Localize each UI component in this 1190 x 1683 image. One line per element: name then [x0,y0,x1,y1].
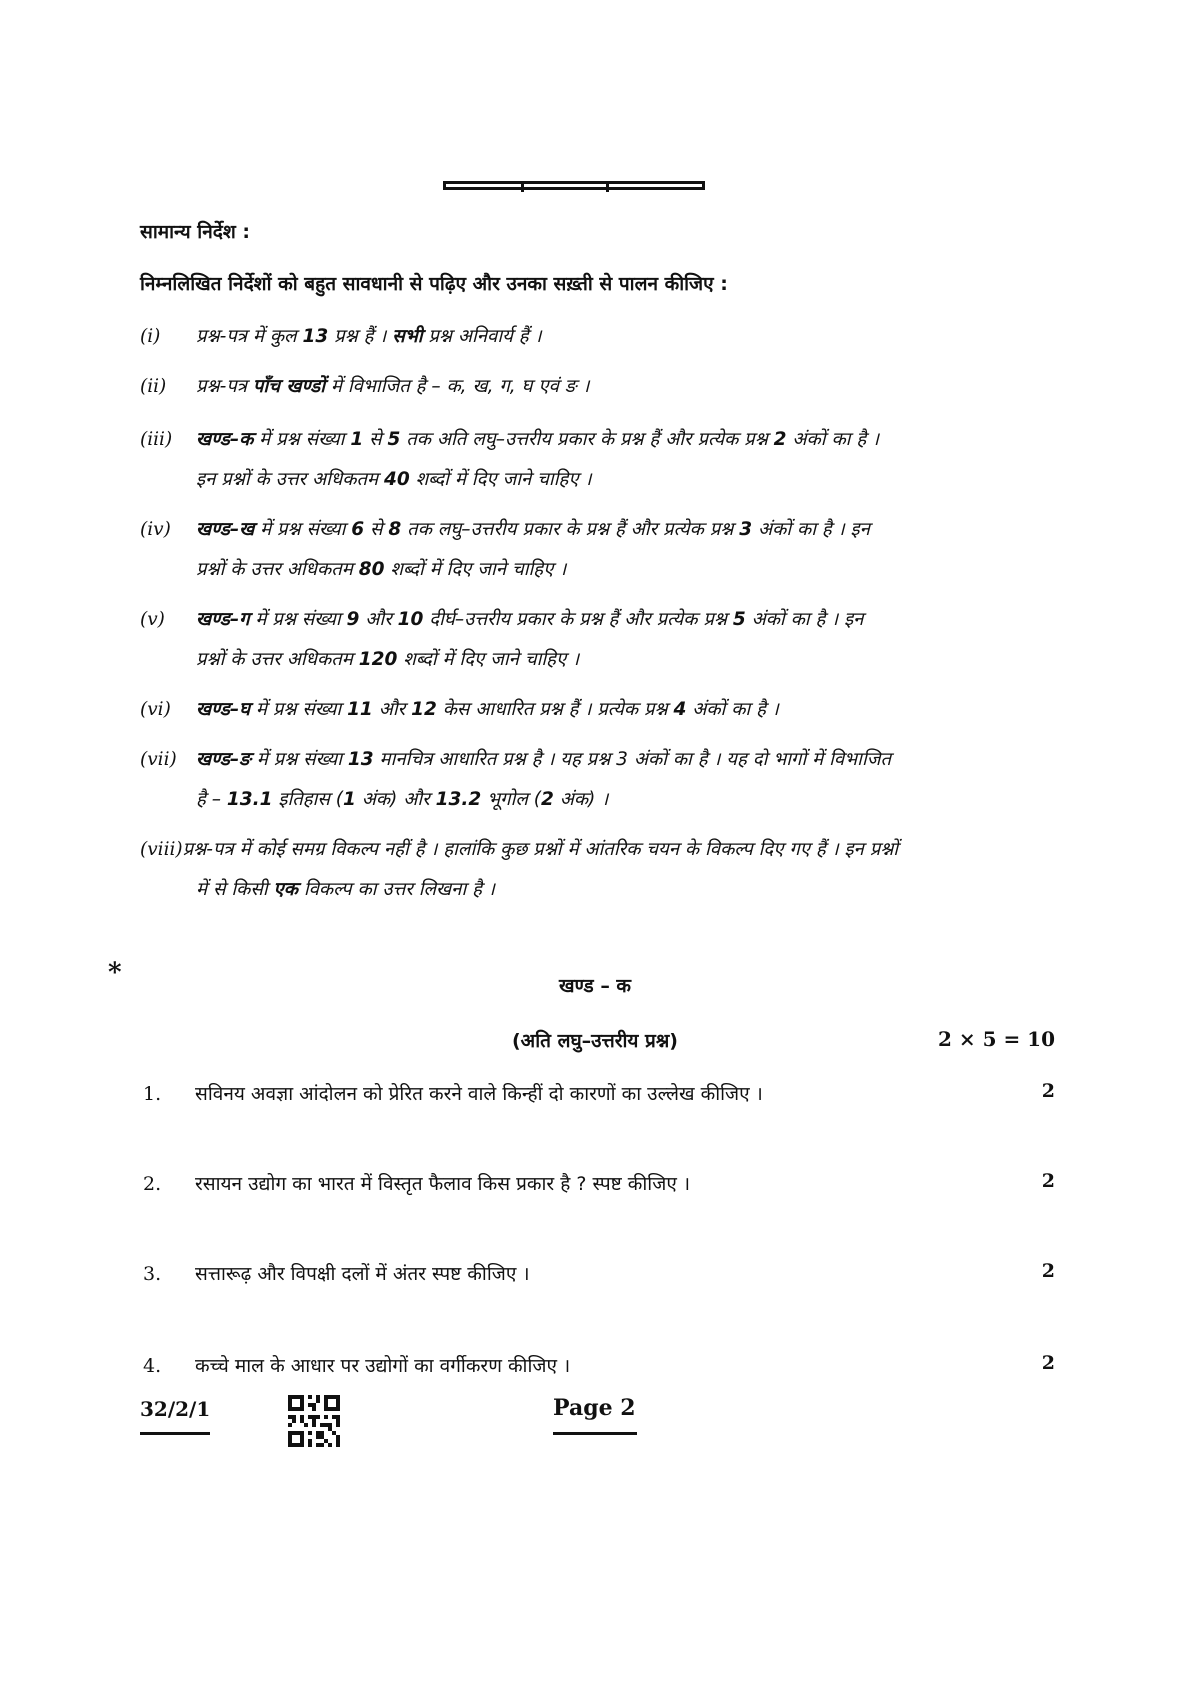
section-marks: 2 × 5 = 10 [937,1027,1055,1051]
question-item: 4. कच्चे माल के आधार पर उद्योगों का वर्गीकरण कीजिए । 2 [143,1352,1055,1377]
section-title: खण्ड – क [558,975,632,997]
instruction-item: (vi) खण्ड–घ में प्रश्न संख्या 11 और 12 केस आधारित प्रश्न हैं । प्रत्येक प्रश्न 4 अंकों का है । [140,699,779,720]
question-text: रसायन उद्योग का भारत में विस्तृत फैलाव किस प्रकार है ? स्पष्ट कीजिए । [195,1173,691,1195]
page-number-underline [553,1432,637,1435]
page-number: Page 2 [553,1395,636,1421]
instruction-item: (i) प्रश्न-पत्र में कुल 13 प्रश्न हैं । सभी प्रश्न अनिवार्य हैं । [140,326,542,347]
header-bar-decoration [443,181,705,190]
instruction-item: (iv) खण्ड–ख में प्रश्न संख्या 6 से 8 तक लघु–उत्तरीय प्रकार के प्रश्न हैं और प्रत्येक प्रश्न 3 अंकों का है । इन प्रश्नों के उत्तर अधिकतम 80 शब्दों में दिए जाने चाहिए । [140,519,870,580]
general-instructions-title: सामान्य निर्देश : [140,221,250,243]
instruction-item: (viii)प्रश्न-पत्र में कोई समग्र विकल्प नहीं है । हालांकि कुछ प्रश्नों में आंतरिक चयन के विकल्प दिए गए हैं । इन प्रश्नों में से किसी एक विकल्प का उत्तर लिखना है । [140,839,899,900]
question-item: 2. रसायन उद्योग का भारत में विस्तृत फैलाव किस प्रकार है ? स्पष्ट कीजिए । 2 [143,1170,1055,1195]
paper-code-underline [140,1432,210,1435]
question-text: कच्चे माल के आधार पर उद्योगों का वर्गीकरण कीजिए । [195,1355,571,1377]
qr-code-icon [288,1395,340,1447]
paper-code: 32/2/1 [140,1397,211,1421]
section-subtitle: (अति लघु–उत्तरीय प्रश्न) [512,1030,678,1052]
question-marks: 2 [1041,1260,1055,1282]
question-marks: 2 [1041,1080,1055,1102]
question-text: सविनय अवज्ञा आंदोलन को प्रेरित करने वाले किन्हीं दो कारणों का उल्लेख कीजिए । [195,1083,763,1105]
question-marks: 2 [1041,1170,1055,1192]
instruction-item: (vii) खण्ड–ङ में प्रश्न संख्या 13 मानचित्र आधारित प्रश्न है । यह प्रश्न 3 अंकों का है । यह दो भागों में विभाजित है – 13.1 इतिहास (1 अंक) और 13.2 भूगोल (2 अंक) । [140,749,892,810]
instruction-item: (iii) खण्ड–क में प्रश्न संख्या 1 से 5 तक अति लघु–उत्तरीय प्रकार के प्रश्न हैं और प्रत्येक प्रश्न 2 अंकों का है । इन प्रश्नों के उत्तर अधिकतम 40 शब्दों में दिए जाने चाहिए । [140,429,880,490]
question-item: 1. सविनय अवज्ञा आंदोलन को प्रेरित करने वाले किन्हीं दो कारणों का उल्लेख कीजिए । 2 [143,1080,1055,1105]
question-marks: 2 [1041,1352,1055,1374]
asterisk-marker: * [108,958,122,988]
question-item: 3. सत्तारूढ़ और विपक्षी दलों में अंतर स्पष्ट कीजिए । 2 [143,1260,1055,1285]
instruction-item: (ii) प्रश्न-पत्र पाँच खण्डों में विभाजित है – क, ख, ग, घ एवं ङ । [140,376,590,397]
instruction-item: (v) खण्ड–ग में प्रश्न संख्या 9 और 10 दीर्घ–उत्तरीय प्रकार के प्रश्न हैं और प्रत्येक प्रश्न 5 अंकों का है । इन प्रश्नों के उत्तर अधिकतम 120 शब्दों में दिए जाने चाहिए । [140,609,864,670]
general-instructions-lead: निम्नलिखित निर्देशों को बहुत सावधानी से पढ़िए और उनका सख़्ती से पालन कीजिए : [140,273,728,295]
question-text: सत्तारूढ़ और विपक्षी दलों में अंतर स्पष्ट कीजिए । [195,1263,530,1285]
